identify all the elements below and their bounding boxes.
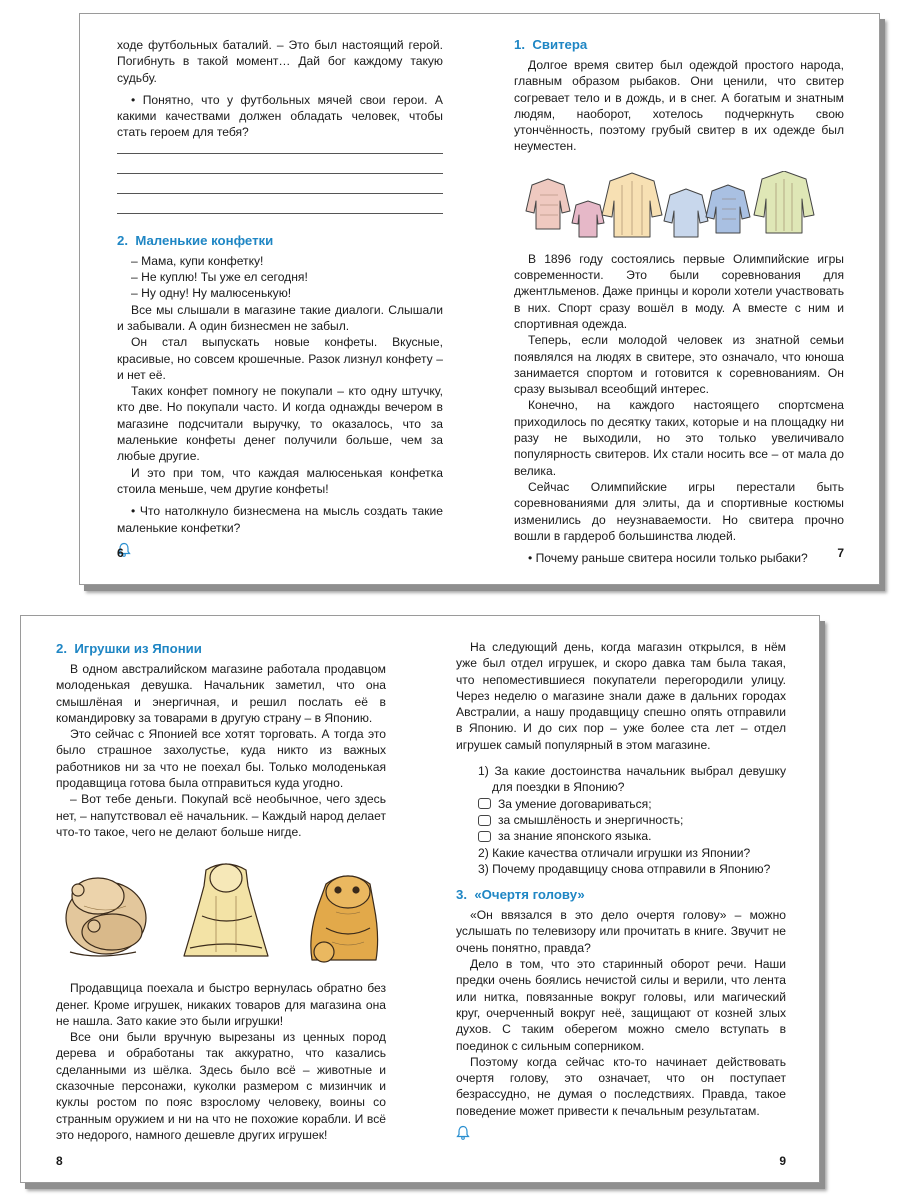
section-number: 3.	[456, 887, 467, 903]
paragraph: Все мы слышали в магазине такие диалоги. Слышали и забывали. А один бизнесмен не забыл.	[117, 302, 443, 333]
page-number: 6	[117, 546, 124, 560]
paragraph: Таких конфет помногу не покупали – кто одну штучку, кто две. Но покупали часто. И когда однажды вечером в магазине подсчитали выручку, то оказалось, что за маленькие конфеты денег получили больше, чем за любые другие.	[117, 384, 443, 464]
page-number: 7	[837, 546, 844, 560]
option-label: за знание японского языка.	[498, 829, 652, 844]
paragraph: Все они были вручную вырезаны из ценных пород дерева и обработаны так аккуратно, что казались сделанными из шёлка. Здесь было всё – животные и сказочные персонажи, куколки размером с мизинчик и куклы ростом по пояс взрослому человеку, воины со странным оружием и ни на что не похожие корабли. И всё это недорого, намного дешевле других игрушек!	[56, 1030, 386, 1142]
paragraph: Конечно, на каждого настоящего спортсмена приходилось по десятку таких, которые и на площадку ни разу не выходили, но это только увеличивало популярность свитеров. Их стали носить все – от мала до велика.	[514, 398, 844, 478]
page-number: 8	[56, 1154, 63, 1168]
page-6	[117, 14, 443, 584]
sweaters-image	[514, 171, 844, 243]
checkbox-icon[interactable]	[478, 815, 491, 826]
paragraph: Он стал выпускать новые конфеты. Вкусные, красивые, но совсем крошечные. Разок лизнул конфету – и нет её.	[117, 335, 443, 382]
dialog-line: – Не куплю! Ты уже ел сегодня!	[131, 270, 308, 285]
section-heading	[117, 233, 443, 249]
page-8	[56, 616, 386, 1182]
option-negotiation[interactable]	[456, 796, 786, 812]
section-heading	[514, 37, 844, 53]
bell-icon[interactable]	[456, 1125, 470, 1140]
section-title: Игрушки из Японии	[74, 641, 202, 656]
option-smartness[interactable]	[456, 812, 786, 828]
paragraph: «Он ввязался в это дело очертя голову» – можно услышать по телевизору или прочитать в книге. Звучит не очень понятно, правда?	[456, 908, 786, 955]
book-spread-pages-6-7	[79, 13, 880, 585]
continuation-text: На следующий день, когда магазин открылся, в нём уже был отдел игрушек, и скоро давка там была такая, что непоместившиеся покупатели перегородили улицу. Через неделю о магазине знали даже в дальних городах Австралии, а нашу продавщицу спешно опять отправили в Японию. И до сих пор – уже более ста лет – отдел игрушек самый популярный в этом магазине.	[456, 640, 786, 752]
page-number: 9	[779, 1154, 786, 1168]
checkbox-icon[interactable]	[478, 831, 491, 842]
paragraph: – Вот тебе деньги. Покупай всё необычное, чего здесь нет, – напутствовал её начальник. – Каждый народ делает что-то такое, чего не делают больше нигде.	[56, 792, 386, 839]
paragraph: Сейчас Олимпийские игры перестали быть соревнованиями для элиты, да и спортивные костюмы изменились до неузнаваемости. Но свитера прочно вошли в гардероб большинства людей.	[514, 479, 844, 543]
dialog-line: – Мама, купи конфетку!	[131, 253, 264, 268]
page-7	[514, 14, 844, 584]
paragraph: Поэтому когда сейчас кто-то начинает действовать очертя голову, это означает, что он поступает безрассудно, не думая о последствиях. Правда, такое поведение может привести к печальным результатам.	[456, 1054, 786, 1118]
checkbox-icon[interactable]	[478, 798, 491, 809]
section-title: Свитера	[532, 37, 588, 52]
paragraph: В 1896 году состоялись первые Олимпийские игры современности. Это были соревнования для джентльменов. Даже принцы и короли хотели участвовать в них. Спорт сразу вошёл в моду. А вместе с ним и спортивная одежда.	[514, 251, 844, 331]
section-number: 2.	[56, 641, 67, 656]
option-label: за смышлёность и энергичность;	[498, 812, 684, 827]
question-1: 1) За какие достоинства начальник выбрал девушку для поездки в Японию?	[478, 764, 786, 795]
toys-image	[56, 856, 386, 966]
question-3: 3) Почему продавщицу снова отправили в Японию?	[478, 861, 771, 876]
section-heading	[56, 641, 386, 657]
paragraph: Дело в том, что это старинный оборот речи. Наши предки очень боялись нечистой силы и верили, что лента или нитка, повязанные вокруг головы, или магический круг, очерченный вокруг неё, защищают от козней злых духов. С таким оберегом можно смело вступать в поединок с сильным соперником.	[456, 957, 786, 1053]
section-heading	[456, 887, 786, 903]
option-label: За умение договариваться;	[498, 796, 652, 811]
section-number: 1.	[514, 37, 525, 52]
dialog-line: – Ну одну! Ну малюсенькую!	[131, 286, 292, 301]
question-heroes: • Понятно, что у футбольных мячей свои герои. А какими качествами должен обладать человек, чтобы стать героем для тебя?	[117, 92, 443, 140]
paragraph: И это при том, что каждая малюсенькая конфетка стоила меньше, чем другие конфеты!	[117, 465, 443, 496]
sweaters-illustration	[514, 171, 844, 243]
page-9	[456, 616, 786, 1182]
japanese-toys-illustration	[56, 856, 386, 966]
question-2: 2) Какие качества отличали игрушки из Японии?	[478, 845, 751, 860]
option-japanese-language[interactable]	[456, 828, 786, 844]
section-title: «Очертя голову»	[474, 887, 585, 903]
section-title: Маленькие конфетки	[135, 232, 274, 248]
continuation-text: ходе футбольных баталий. – Это был настоящий герой. Погибнуть в такой момент… Дай бог каждому такую судьбу.	[117, 38, 443, 85]
paragraph: Теперь, если молодой человек из знатной семьи появлялся на людях в свитере, это означало, что юноша занимается спортом и готовится к соревнованиям. Он сразу вызывал всеобщий интерес.	[514, 333, 844, 397]
paragraph: В одном австралийском магазине работала продавцом молоденькая девушка. Начальник заметил, что она смышлёная и энергичная, и решил послать её в командировку за товарами в другую страну – в Японию.	[56, 662, 386, 725]
book-spread-pages-8-9	[20, 615, 820, 1183]
question-candies: • Что натолкнуло бизнесмена на мысль создать такие маленькие конфетки?	[117, 504, 443, 535]
section-number: 2.	[117, 232, 128, 248]
question-sweaters: • Почему раньше свитера носили только рыбаки?	[528, 551, 808, 566]
paragraph: Долгое время свитер был одеждой простого народа, главным образом рыбаков. Они ценили, что свитер согревает тело и в дождь, и в снег. А богатым и знатным людям, наоборот, хотелось подчеркнуть свою утончённость, поэтому грубый свитер в их одежде был неуместен.	[514, 58, 844, 154]
paragraph: Это сейчас с Японией все хотят торговать. А тогда это было страшное захолустье, куда никто из важных работников ни за что не поехал бы. Только молоденькая продавщица готова была отправиться куда угодно.	[56, 727, 386, 791]
paragraph: Продавщица поехала и быстро вернулась обратно без денег. Кроме игрушек, никаких товаров для магазина она не нашла. Зато какие это были игрушки!	[56, 981, 386, 1028]
answer-lines[interactable]	[117, 153, 443, 214]
